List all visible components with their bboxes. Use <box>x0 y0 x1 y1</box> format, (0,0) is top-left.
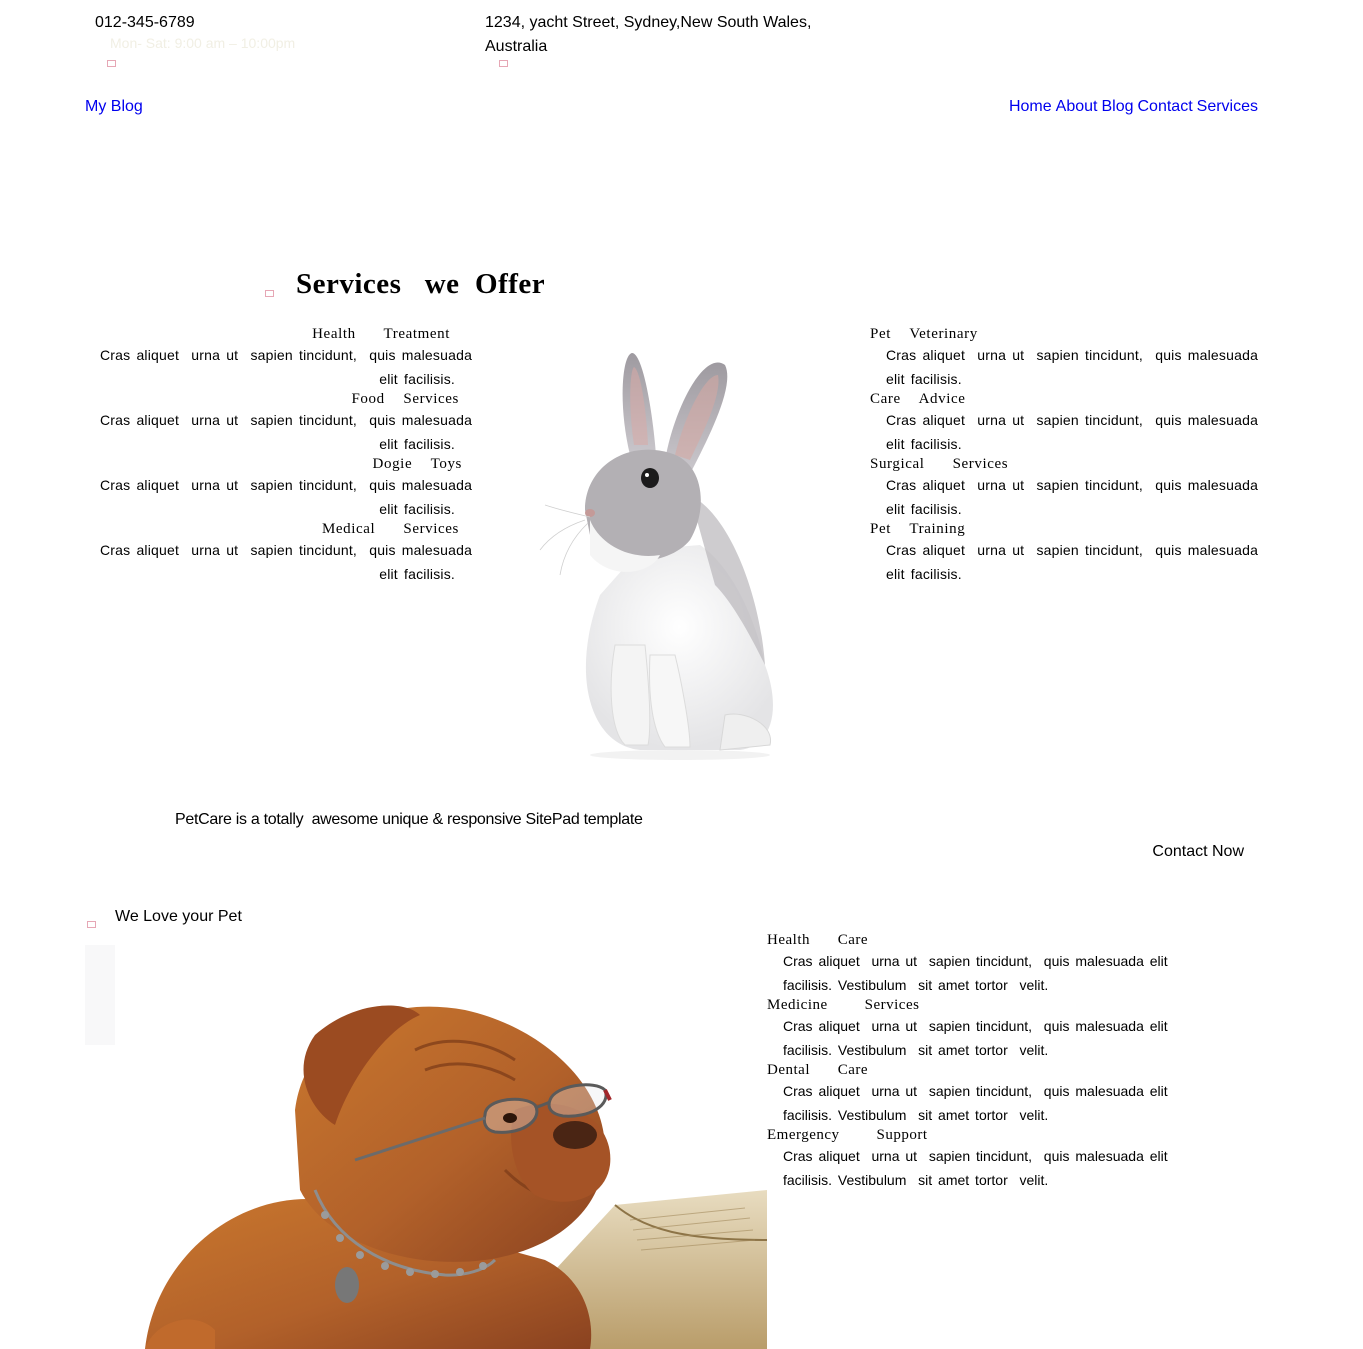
service-item <box>100 456 473 521</box>
service-title: Dogie Toys <box>372 456 462 472</box>
service-item <box>870 326 1259 391</box>
services-heading-icon <box>265 290 274 297</box>
main-nav <box>1009 98 1258 116</box>
address-line-1: 1234, yacht Street, Sydney,New South Wales, <box>485 14 812 31</box>
service-item <box>870 521 1259 586</box>
care-item <box>767 1062 1187 1127</box>
care-text: Cras aliquet urna ut sapien tincidunt, quis malesuada elit <box>783 953 1168 969</box>
service-title: Pet Veterinary <box>870 326 978 342</box>
care-item <box>767 997 1187 1062</box>
service-text: elit facilisis. <box>379 501 455 517</box>
address-line-2: Australia <box>485 38 548 55</box>
service-text: Cras aliquet urna ut sapien tincidunt, quis malesuada <box>886 347 1259 363</box>
service-text: Cras aliquet urna ut sapien tincidunt, quis malesuada <box>886 542 1259 558</box>
care-text: Cras aliquet urna ut sapien tincidunt, quis malesuada elit <box>783 1083 1168 1099</box>
service-title: Surgical Services <box>870 456 1009 472</box>
care-title: Emergency Support <box>767 1127 928 1143</box>
location-icon <box>499 60 508 67</box>
service-text: Cras aliquet urna ut sapien tincidunt, quis malesuada <box>100 477 473 493</box>
services-left-column <box>100 326 473 586</box>
dog-with-glasses-image <box>85 940 767 1349</box>
service-text: elit facilisis. <box>886 371 962 387</box>
service-text: Cras aliquet urna ut sapien tincidunt, quis malesuada <box>100 412 473 428</box>
care-text: facilisis. Vestibulum sit amet tortor velit. <box>783 1107 1049 1123</box>
care-item <box>767 1127 1187 1192</box>
service-text: Cras aliquet urna ut sapien tincidunt, quis malesuada <box>100 542 473 558</box>
care-title: Dental Care <box>767 1062 869 1078</box>
service-text: elit facilisis. <box>379 371 455 387</box>
service-text: elit facilisis. <box>379 566 455 582</box>
service-text: elit facilisis. <box>886 566 962 582</box>
care-title: Medicine Services <box>767 997 920 1013</box>
phone-number: 012-345-6789 <box>95 14 195 31</box>
nav-home[interactable]: Home <box>1008 98 1052 115</box>
service-item <box>100 521 473 586</box>
love-heading: We Love your Pet <box>115 908 242 925</box>
phone-icon <box>107 60 116 67</box>
service-title: Health Treatment <box>312 326 450 342</box>
care-list <box>767 932 1187 1192</box>
opening-hours: Mon- Sat: 9:00 am – 10:00pm <box>110 35 296 51</box>
care-text: facilisis. Vestibulum sit amet tortor velit. <box>783 977 1049 993</box>
care-item <box>767 932 1187 997</box>
service-text: Cras aliquet urna ut sapien tincidunt, quis malesuada <box>886 412 1259 428</box>
promo-text: PetCare is a totally awesome unique & responsive SitePad template <box>175 811 643 828</box>
care-title: Health Care <box>767 932 869 948</box>
nav-blog[interactable]: Blog <box>1101 98 1134 115</box>
service-text: elit facilisis. <box>886 501 962 517</box>
service-title: Medical Services <box>321 521 459 537</box>
service-text: elit facilisis. <box>886 436 962 452</box>
nav-contact[interactable]: Contact <box>1137 98 1193 115</box>
contact-now-button[interactable]: Contact Now <box>1152 843 1244 860</box>
service-item <box>870 456 1259 521</box>
service-title: Care Advice <box>870 391 966 407</box>
care-text: facilisis. Vestibulum sit amet tortor velit. <box>783 1042 1049 1058</box>
care-text: facilisis. Vestibulum sit amet tortor velit. <box>783 1172 1049 1188</box>
rabbit-image <box>530 345 790 765</box>
site-brand-link[interactable]: My Blog <box>85 98 143 115</box>
services-right-column <box>870 326 1259 586</box>
service-item <box>870 391 1259 456</box>
services-heading: Services we Offer <box>296 268 546 300</box>
care-text: Cras aliquet urna ut sapien tincidunt, quis malesuada elit <box>783 1018 1168 1034</box>
love-heading-icon <box>87 921 96 928</box>
care-text: Cras aliquet urna ut sapien tincidunt, quis malesuada elit <box>783 1148 1168 1164</box>
service-item <box>100 326 473 391</box>
service-item <box>100 391 473 456</box>
nav-about[interactable]: About <box>1055 98 1098 115</box>
service-title: Pet Training <box>870 521 966 537</box>
service-text: Cras aliquet urna ut sapien tincidunt, quis malesuada <box>100 347 473 363</box>
service-text: Cras aliquet urna ut sapien tincidunt, quis malesuada <box>886 477 1259 493</box>
nav-services[interactable]: Services <box>1196 98 1258 115</box>
service-text: elit facilisis. <box>379 436 455 452</box>
service-title: Food Services <box>351 391 459 407</box>
